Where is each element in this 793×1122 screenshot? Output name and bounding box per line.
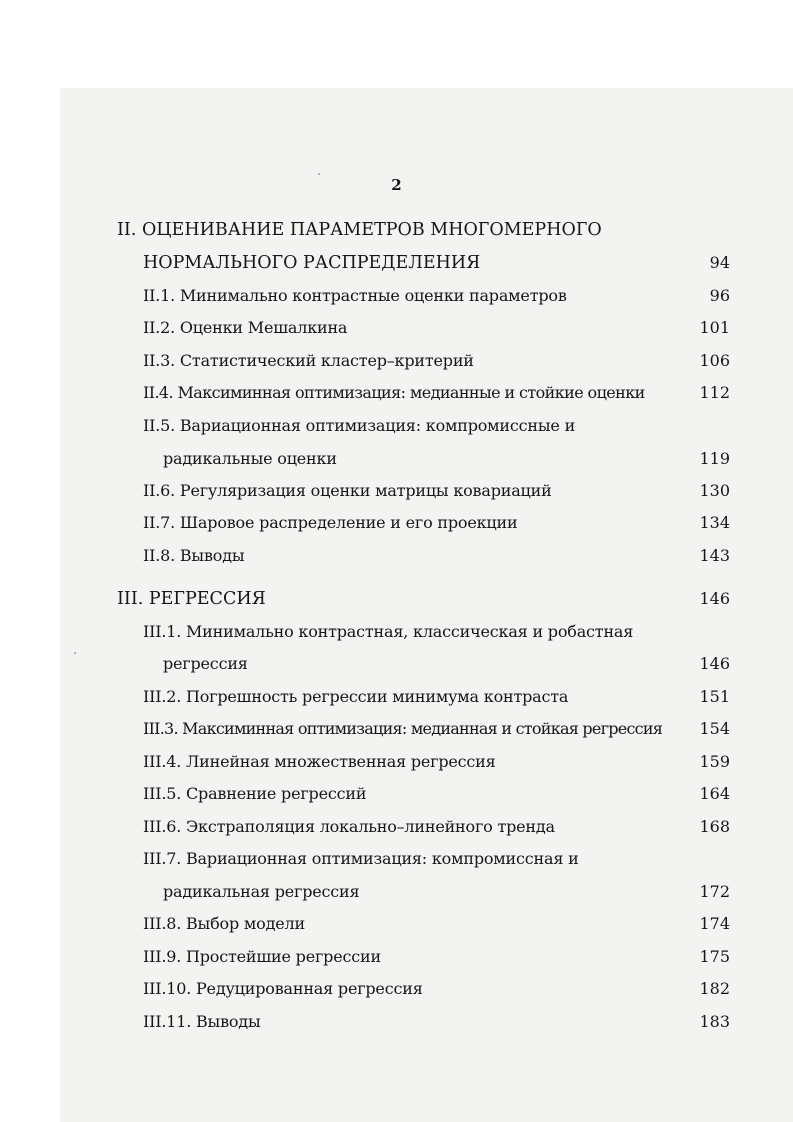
page-ref: 143: [699, 546, 730, 565]
page-ref: 172: [699, 882, 730, 901]
chapter-title: II. ОЦЕНИВАНИЕ ПАРАМЕТРОВ МНОГОМЕРНОГО: [117, 220, 602, 240]
section-title: III.3. Максиминная оптимизация: медианная и стойкая регрессия: [143, 719, 663, 738]
section-title: III.1. Минимально контрастная, классическая и робастная: [143, 622, 634, 641]
section-title: II.1. Минимально контрастные оценки параметров: [143, 286, 567, 305]
page-ref: 151: [699, 687, 730, 706]
page-ref: 146: [699, 589, 730, 608]
page-ref: 159: [699, 752, 730, 771]
page-ref: 168: [699, 817, 730, 836]
chapter-title-continuation: НОРМАЛЬНОГО РАСПРЕДЕЛЕНИЯ: [143, 253, 481, 273]
page-ref: 130: [699, 481, 730, 500]
section-title: III.5. Сравнение регрессий: [143, 784, 367, 803]
toc-chapter-2-line-1[interactable]: [0, 220, 793, 244]
toc-section-3-1-continuation[interactable]: [0, 654, 793, 678]
page-ref: 134: [699, 513, 730, 532]
section-title: III.6. Экстраполяция локально–линейного тренда: [143, 817, 555, 836]
section-title: III.8. Выбор модели: [143, 914, 305, 933]
page-ref: 96: [709, 286, 730, 305]
toc-section-2-1[interactable]: [0, 286, 793, 310]
page-number: 2: [391, 176, 402, 194]
chapter-title: III. РЕГРЕССИЯ: [117, 589, 266, 609]
page-ref: 183: [699, 1012, 730, 1031]
toc-section-3-3[interactable]: [0, 719, 793, 743]
page-ref: 112: [699, 383, 730, 402]
section-title-continuation: радикальные оценки: [163, 449, 337, 468]
toc-section-3-11[interactable]: [0, 1012, 793, 1036]
section-title: II.8. Выводы: [143, 546, 245, 565]
toc-section-2-4[interactable]: [0, 383, 793, 407]
toc-section-2-7[interactable]: [0, 513, 793, 537]
toc-chapter-3[interactable]: [0, 589, 793, 613]
page-ref: 174: [699, 914, 730, 933]
page-ref: 146: [699, 654, 730, 673]
toc-section-3-4[interactable]: [0, 752, 793, 776]
section-title: III.4. Линейная множественная регрессия: [143, 752, 496, 771]
page-ref: 106: [699, 351, 730, 370]
section-title: III.11. Выводы: [143, 1012, 261, 1031]
page-ref: 154: [699, 719, 730, 738]
section-title: III.9. Простейшие регрессии: [143, 947, 381, 966]
toc-section-2-5-continuation[interactable]: [0, 449, 793, 473]
page-ref: 101: [699, 318, 730, 337]
toc-section-3-7[interactable]: [0, 849, 793, 873]
toc-section-3-1[interactable]: [0, 622, 793, 646]
section-title: II.5. Вариационная оптимизация: компромиссные и: [143, 416, 576, 435]
section-title-continuation: радикальная регрессия: [163, 882, 360, 901]
toc-section-2-5[interactable]: [0, 416, 793, 440]
section-title-continuation: регрессия: [163, 654, 248, 673]
toc-section-3-7-continuation[interactable]: [0, 882, 793, 906]
toc-section-3-10[interactable]: [0, 979, 793, 1003]
section-title: III.2. Погрешность регрессии минимума контраста: [143, 687, 569, 706]
toc-section-2-3[interactable]: [0, 351, 793, 375]
page-ref: 94: [709, 253, 730, 272]
toc-section-3-5[interactable]: [0, 784, 793, 808]
toc-section-2-8[interactable]: [0, 546, 793, 570]
page-ref: 119: [699, 449, 730, 468]
section-title: III.10. Редуцированная регрессия: [143, 979, 423, 998]
section-title: II.2. Оценки Мешалкина: [143, 318, 348, 337]
toc-section-2-2[interactable]: [0, 318, 793, 342]
section-title: II.3. Статистический кластер–критерий: [143, 351, 474, 370]
toc-section-3-6[interactable]: [0, 817, 793, 841]
page-ref: 182: [699, 979, 730, 998]
scan-speck: [318, 173, 320, 175]
toc-section-3-8[interactable]: [0, 914, 793, 938]
page-ref: 164: [699, 784, 730, 803]
section-title: II.4. Максиминная оптимизация: медианные и стойкие оценки: [143, 383, 645, 402]
toc-section-3-9[interactable]: [0, 947, 793, 971]
section-title: II.7. Шаровое распределение и его проекции: [143, 513, 518, 532]
toc-section-3-2[interactable]: [0, 687, 793, 711]
toc-section-2-6[interactable]: [0, 481, 793, 505]
section-title: III.7. Вариационная оптимизация: компромиссная и: [143, 849, 579, 868]
toc-chapter-2-line-2[interactable]: [0, 253, 793, 277]
page-ref: 175: [699, 947, 730, 966]
section-title: II.6. Регуляризация оценки матрицы ковариаций: [143, 481, 552, 500]
